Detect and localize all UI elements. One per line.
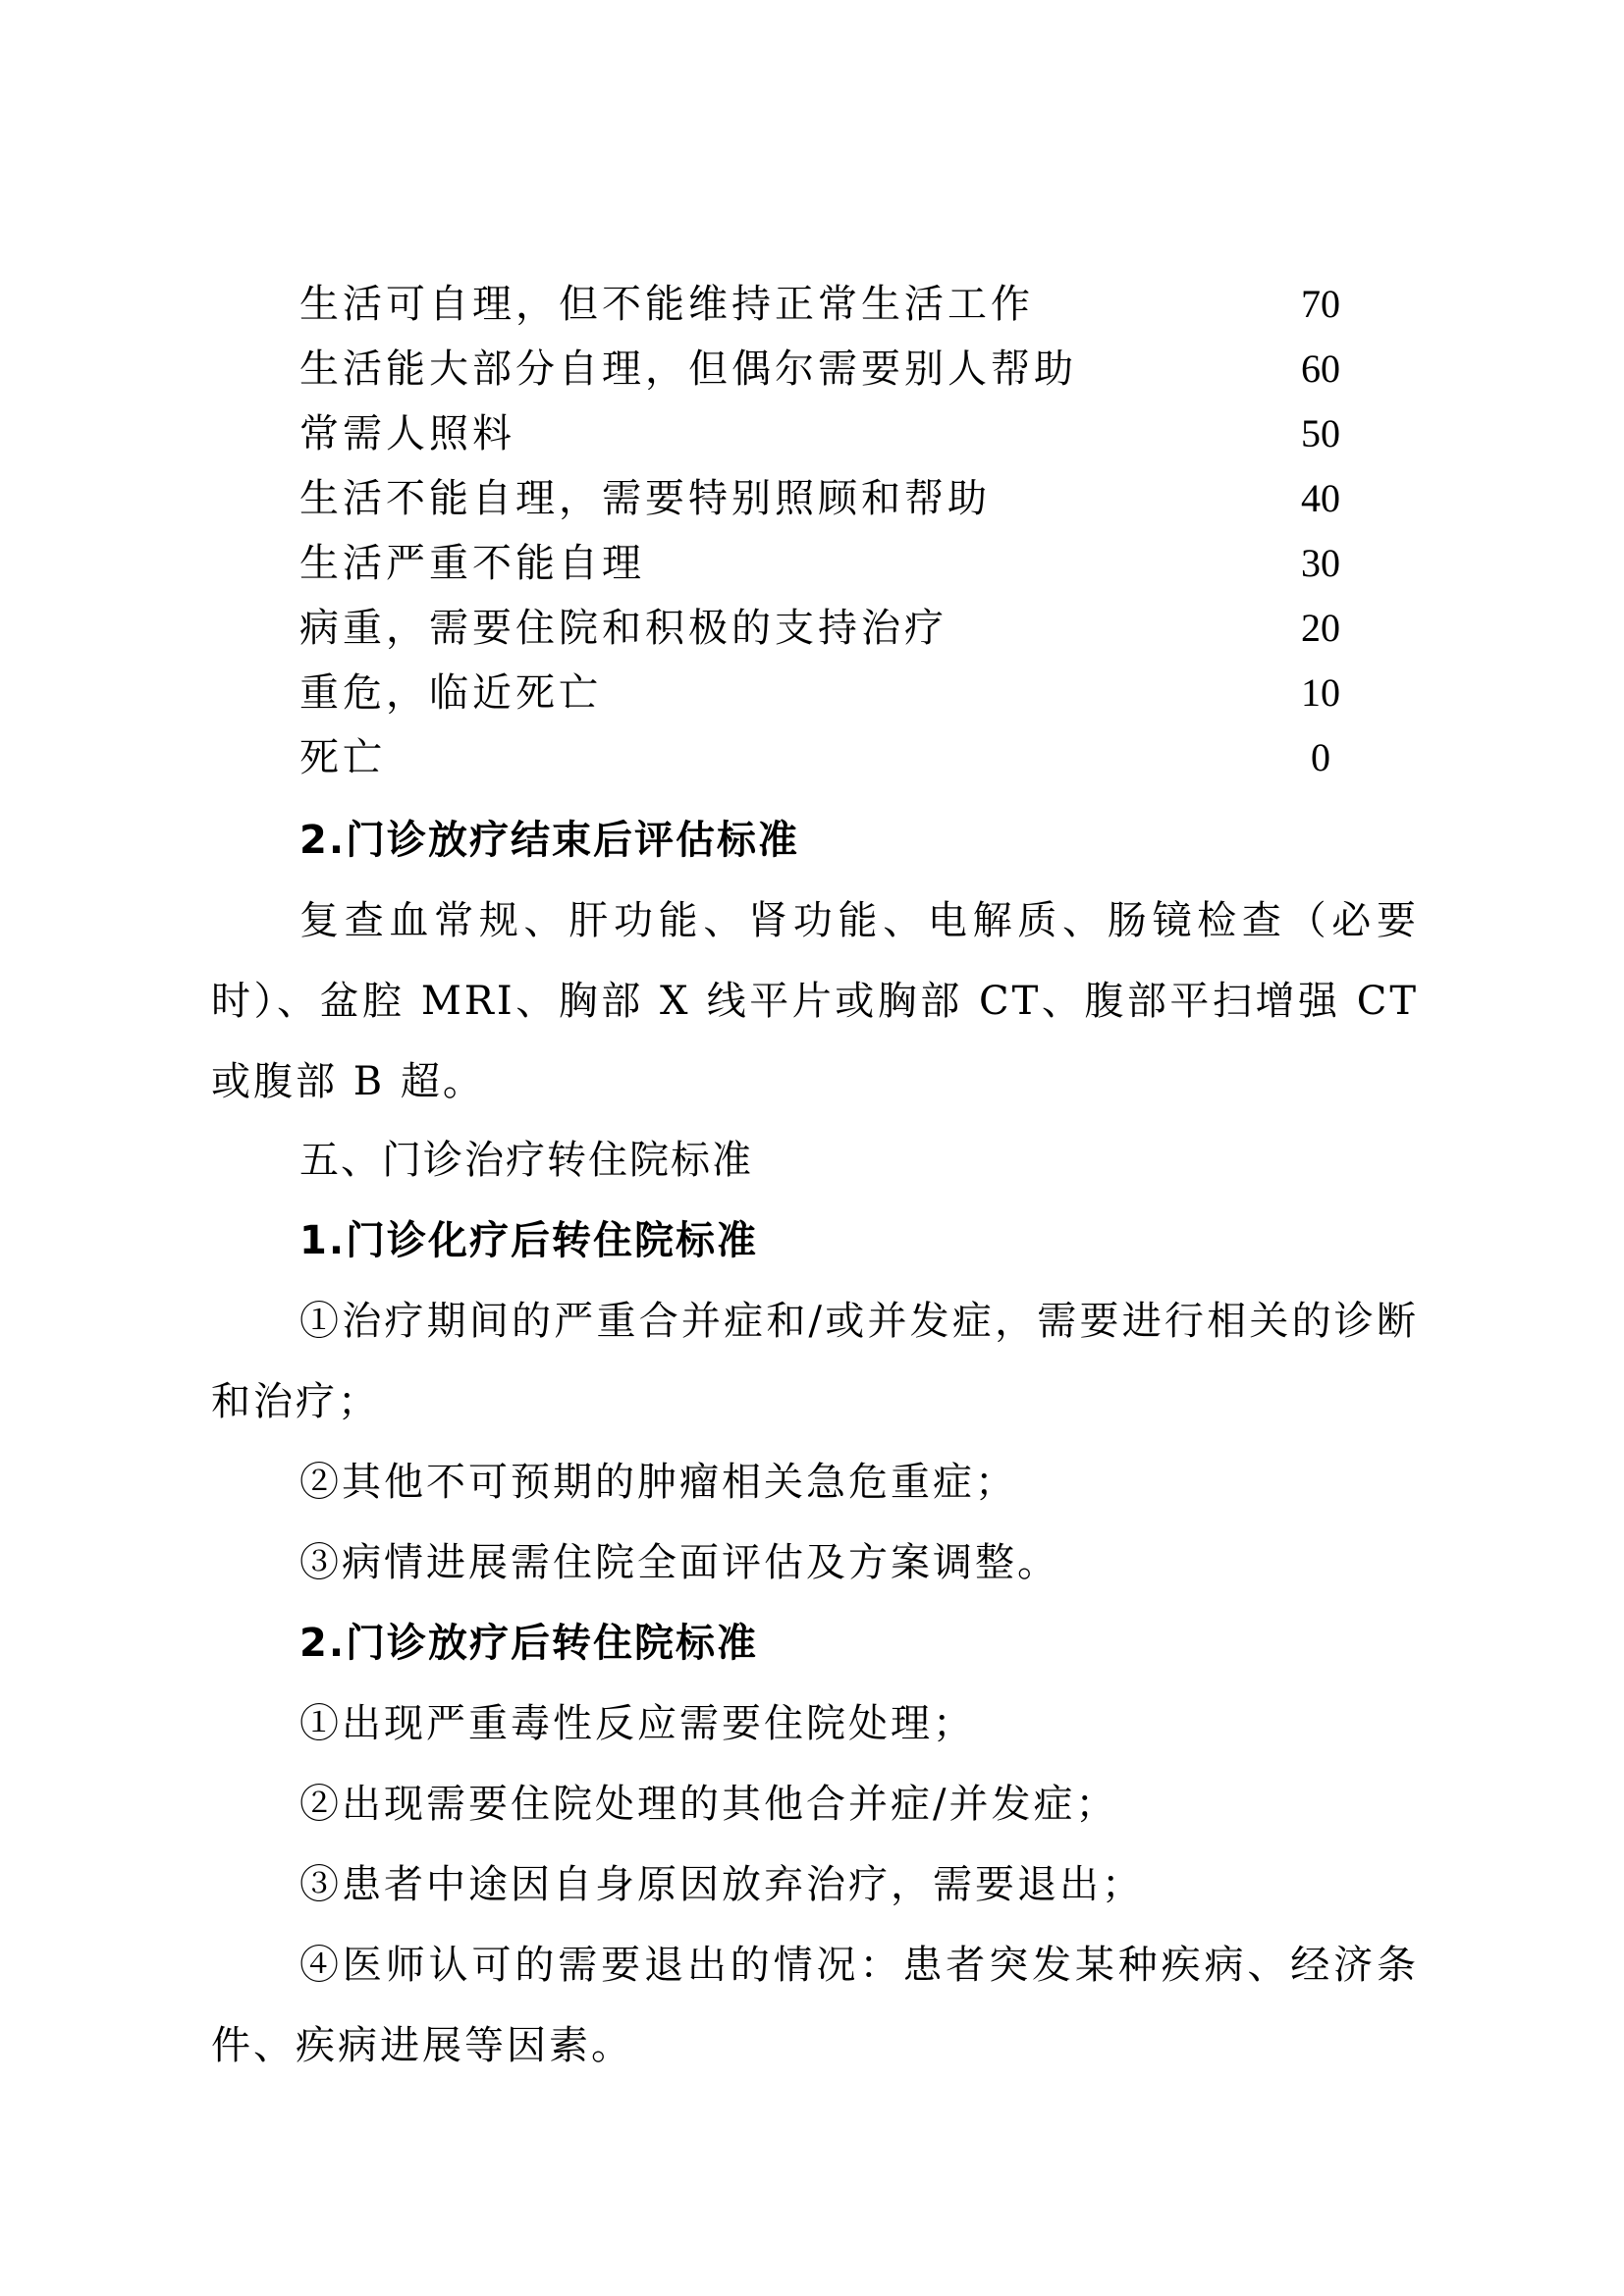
radio-item: ④医师认可的需要退出的情况：患者突发某种疾病、经济条件、疾病进展等因素。 [211,1943,1419,2068]
score-label: 病重，需要住院和积极的支持治疗 [299,606,947,651]
radio-item: ③患者中途因自身原因放弃治疗，需要退出； [299,1862,1144,1907]
score-label: 生活不能自理，需要特别照顾和帮助 [299,476,991,521]
score-value: 40 [1301,476,1340,520]
radio-heading: 2.门诊放疗后转住院标准 [299,1621,759,1666]
score-label: 生活可自理，但不能维持正常生活工作 [299,282,1034,327]
score-label: 生活严重不能自理 [299,541,645,586]
score-value: 70 [1301,282,1340,326]
chemo-item: ②其他不可预期的肿瘤相关急危重症； [299,1460,1017,1505]
score-row [299,531,1380,596]
radio-eval-text: 复查血常规、肝功能、肾功能、电解质、肠镜检查（必要时）、盆腔 MRI、胸部 X 线平片或胸部 CT、腹部平扫增强 CT 或腹部 B 超。 [211,898,1419,1104]
score-label: 常需人照料 [299,411,515,456]
score-row [299,596,1380,661]
score-label: 死亡 [299,735,386,780]
radio-item: ①出现严重毒性反应需要住院处理； [299,1701,975,1746]
radio-eval-heading: 2.门诊放疗结束后评估标准 [299,818,800,863]
score-value: 50 [1301,411,1340,455]
score-row [299,725,1380,790]
chemo-heading: 1.门诊化疗后转住院标准 [299,1218,759,1263]
radio-item: ②出现需要住院处理的其他合并症/并发症； [299,1782,1118,1827]
score-row [299,272,1380,337]
chemo-item: ③病情进展需住院全面评估及方案调整。 [299,1540,1059,1585]
score-row [299,401,1380,466]
score-value: 30 [1301,541,1340,585]
score-value: 20 [1301,606,1340,650]
score-label: 重危，临近死亡 [299,670,602,716]
score-value: 60 [1301,347,1340,391]
score-row [299,661,1380,725]
score-row [299,466,1380,531]
score-value: 0 [1311,735,1330,779]
score-label: 生活能大部分自理，但偶尔需要别人帮助 [299,347,1077,392]
score-value: 10 [1301,670,1340,715]
section-title: 五、门诊治疗转住院标准 [299,1138,753,1183]
score-row [299,337,1380,401]
chemo-item: ①治疗期间的严重合并症和/或并发症，需要进行相关的诊断和治疗； [211,1299,1419,1424]
